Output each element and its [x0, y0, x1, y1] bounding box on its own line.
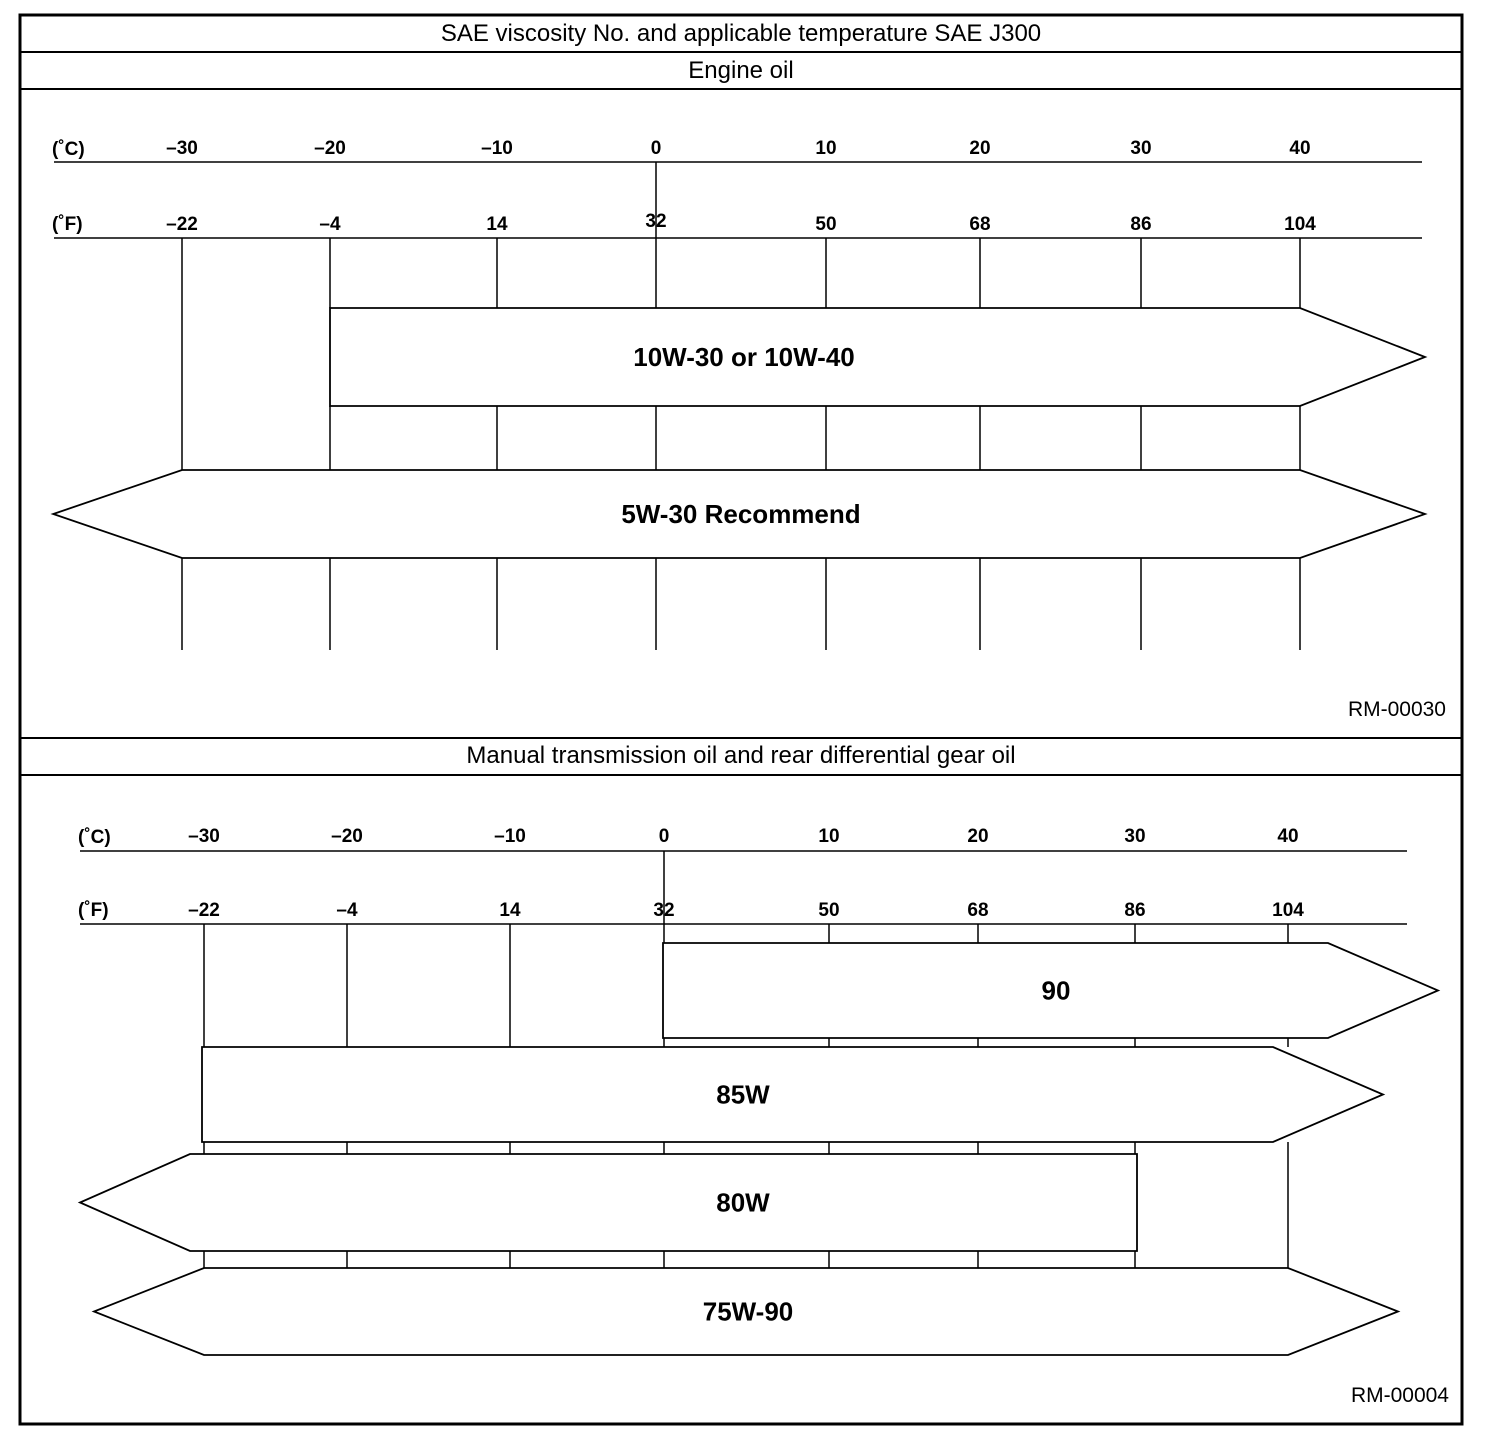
viscosity-band-label: 5W-30 Recommend	[621, 499, 861, 529]
fahrenheit-tick-label: 68	[967, 900, 989, 921]
fahrenheit-unit-label: (˚F)	[52, 214, 83, 235]
fahrenheit-tick-label: 50	[818, 900, 840, 921]
celsius-tick-label: 10	[818, 826, 840, 847]
viscosity-band-label: 10W-30 or 10W-40	[633, 342, 855, 372]
celsius-unit-label: (˚C)	[52, 139, 85, 160]
celsius-tick-label: 30	[1130, 138, 1152, 159]
fahrenheit-tick-label: 14	[486, 214, 508, 235]
viscosity-band-label: 80W	[716, 1187, 770, 1218]
gear-oil-chart	[78, 826, 1438, 1355]
fahrenheit-tick-label: –4	[319, 214, 341, 235]
fahrenheit-tick-label: 86	[1124, 900, 1146, 921]
celsius-unit-label: (˚C)	[78, 827, 111, 848]
celsius-tick-label: –30	[166, 138, 198, 159]
celsius-tick-label: –10	[481, 138, 513, 159]
viscosity-band-label: 75W-90	[702, 1296, 794, 1327]
celsius-tick-label: 10	[815, 138, 837, 159]
viscosity-band-arrow	[80, 1154, 1137, 1251]
fahrenheit-unit-label: (˚F)	[78, 900, 109, 921]
celsius-tick-label: 30	[1124, 826, 1146, 847]
viscosity-band-arrow	[330, 308, 1425, 406]
engine-oil-chart	[52, 138, 1425, 650]
viscosity-band-label: 85W	[716, 1079, 770, 1110]
engine-oil-title: Engine oil	[688, 57, 794, 84]
fahrenheit-tick-label: 104	[1272, 900, 1304, 921]
gear-oil-figure-code: RM-00004	[1350, 1384, 1449, 1407]
celsius-tick-label: –30	[188, 826, 220, 847]
celsius-tick-label: 0	[658, 826, 670, 847]
fahrenheit-tick-label: –4	[336, 900, 358, 921]
celsius-tick-label: 0	[650, 138, 662, 159]
celsius-tick-label: 20	[969, 138, 991, 159]
gear-oil-title: Manual transmission oil and rear differential gear oil	[466, 742, 1016, 769]
fahrenheit-tick-label: –22	[188, 900, 220, 921]
celsius-tick-label: 20	[967, 826, 989, 847]
celsius-tick-label: –10	[494, 826, 526, 847]
fahrenheit-tick-label: 14	[499, 900, 521, 921]
fahrenheit-tick-label: 32	[645, 211, 667, 232]
fahrenheit-tick-label: –22	[166, 214, 198, 235]
celsius-tick-label: –20	[314, 138, 346, 159]
fahrenheit-tick-label: 86	[1130, 214, 1152, 235]
fahrenheit-tick-label: 104	[1284, 214, 1316, 235]
page-title: SAE viscosity No. and applicable temperature SAE J300	[440, 20, 1042, 47]
fahrenheit-tick-label: 68	[969, 214, 991, 235]
celsius-tick-label: 40	[1277, 826, 1299, 847]
viscosity-band-arrow	[202, 1047, 1383, 1142]
fahrenheit-tick-label: 32	[653, 900, 675, 921]
viscosity-band-label: 90	[1041, 975, 1071, 1006]
engine-oil-figure-code: RM-00030	[1347, 698, 1446, 721]
celsius-tick-label: –20	[331, 826, 363, 847]
fahrenheit-tick-label: 50	[815, 214, 837, 235]
celsius-tick-label: 40	[1289, 138, 1311, 159]
